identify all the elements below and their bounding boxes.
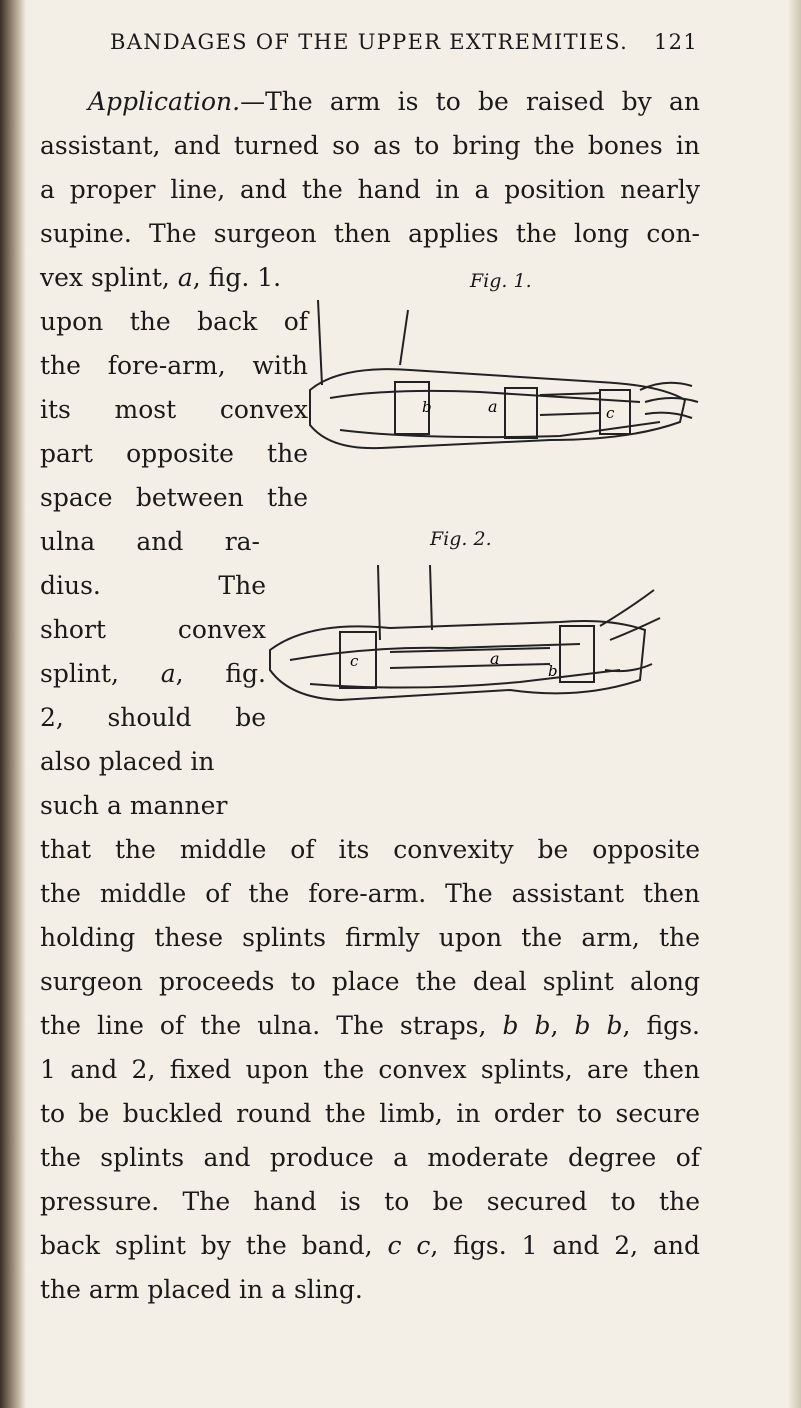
text-line-3 (40, 176, 700, 204)
text-line-21 (40, 968, 700, 996)
line-text: space between the (40, 483, 308, 512)
line-text: 1 and 2, fixed upon the convex splints, are then (40, 1055, 700, 1084)
line-text: 2, should be (40, 703, 266, 732)
text-line-6 (40, 308, 308, 336)
text-line-16 (40, 748, 214, 776)
text-line-5 (40, 264, 281, 292)
line-text: its most convex (40, 395, 308, 424)
fig1-strap-line (400, 310, 408, 365)
section-heading: Application. (88, 87, 241, 116)
fig1-illustration (300, 290, 700, 500)
text-line-2 (40, 132, 700, 160)
line-text: ulna and ra- (40, 527, 260, 556)
line-text: a proper line, and the hand in a position nearly (40, 175, 700, 204)
text-line-11 (40, 528, 260, 556)
ref-letter: c c (387, 1231, 431, 1260)
text-line-22 (40, 1012, 700, 1040)
line-text: also placed in (40, 747, 215, 776)
ref-letter: a (177, 263, 193, 292)
fig2-strap-line (378, 565, 432, 640)
text-line-7 (40, 352, 308, 380)
fig2-label-b: b (548, 662, 558, 680)
line-text: short convex (40, 615, 266, 644)
line-text: the splints and produce a moderate degree of (40, 1143, 700, 1172)
line-text: the line of the ulna. The straps, (40, 1011, 503, 1040)
line-text: —The arm is to be raised by an (240, 87, 700, 116)
line-text: the middle of the fore-arm. The assistant then (40, 879, 700, 908)
page-outer-edge (789, 0, 801, 1408)
line-text: , fig. (175, 659, 266, 688)
text-line-24 (40, 1100, 700, 1128)
fig2-label-c: c (350, 652, 359, 670)
line-text: dius. The (40, 571, 266, 600)
text-line-12 (40, 572, 266, 600)
line-text: to be buckled round the limb, in order to secure (40, 1099, 700, 1128)
ref-letter: b b (502, 1011, 551, 1040)
fig1-caption: Fig. 1. (470, 270, 532, 292)
line-text: , figs. 1 and 2, and (430, 1231, 700, 1260)
fig1-label-a: a (488, 397, 498, 416)
line-text: assistant, and turned so as to bring the bones in (40, 131, 700, 160)
running-head (110, 30, 698, 54)
line-text: upon the back of (40, 307, 308, 336)
ref-letter: b b (574, 1011, 623, 1040)
line-text: , fig. 1. (192, 263, 282, 292)
text-line-15 (40, 704, 266, 732)
ref-letter: a (160, 659, 176, 688)
text-line-27 (40, 1232, 700, 1260)
line-text: such a manner (40, 791, 228, 820)
line-text: the fore-arm, with (40, 351, 308, 380)
text-line-23 (40, 1056, 700, 1084)
text-line-20 (40, 924, 700, 952)
text-line-10 (40, 484, 308, 512)
text-line-13 (40, 616, 266, 644)
fig2-splint-outline (270, 621, 645, 700)
running-head-title: BANDAGES OF THE UPPER EXTREMITIES. (110, 30, 629, 54)
line-text: holding these splints firmly upon the arm, the (40, 923, 700, 952)
text-line-9 (40, 440, 308, 468)
line-text: , (550, 1011, 575, 1040)
fig2-label-a: a (490, 649, 500, 668)
text-line-14 (40, 660, 266, 688)
text-line-19 (40, 880, 700, 908)
line-text: , figs. (622, 1011, 700, 1040)
page-number: 121 (654, 30, 698, 54)
fig2-caption: Fig. 2. (430, 528, 492, 550)
text-line-1 (88, 88, 700, 116)
text-line-28 (40, 1276, 363, 1304)
page-binding-edge (0, 0, 26, 1408)
line-text: supine. The surgeon then applies the long con- (40, 219, 700, 248)
line-text: surgeon proceeds to place the deal splint along (40, 967, 700, 996)
line-text: pressure. The hand is to be secured to the (40, 1187, 700, 1216)
fig2-splint-edge (310, 670, 620, 688)
line-text: back splint by the band, (40, 1231, 388, 1260)
fig1-label-b: b (422, 398, 432, 416)
fig1-label-c: c (606, 404, 615, 422)
text-line-18 (40, 836, 700, 864)
text-line-25 (40, 1144, 700, 1172)
line-text: that the middle of its convexity be opposite (40, 835, 700, 864)
line-text: splint, (40, 659, 161, 688)
fig2-splint-edge (290, 644, 580, 660)
text-line-4 (40, 220, 700, 248)
fig2-strap-line (390, 648, 550, 668)
text-line-8 (40, 396, 308, 424)
line-text: part opposite the (40, 439, 308, 468)
fig2-fingers (600, 590, 660, 671)
line-text: the arm placed in a sling. (40, 1275, 363, 1304)
fig2-illustration (250, 560, 670, 740)
text-line-26 (40, 1188, 700, 1216)
fig1-strap-line (318, 300, 322, 385)
line-text: vex splint, (40, 263, 178, 292)
text-line-17 (40, 792, 227, 820)
